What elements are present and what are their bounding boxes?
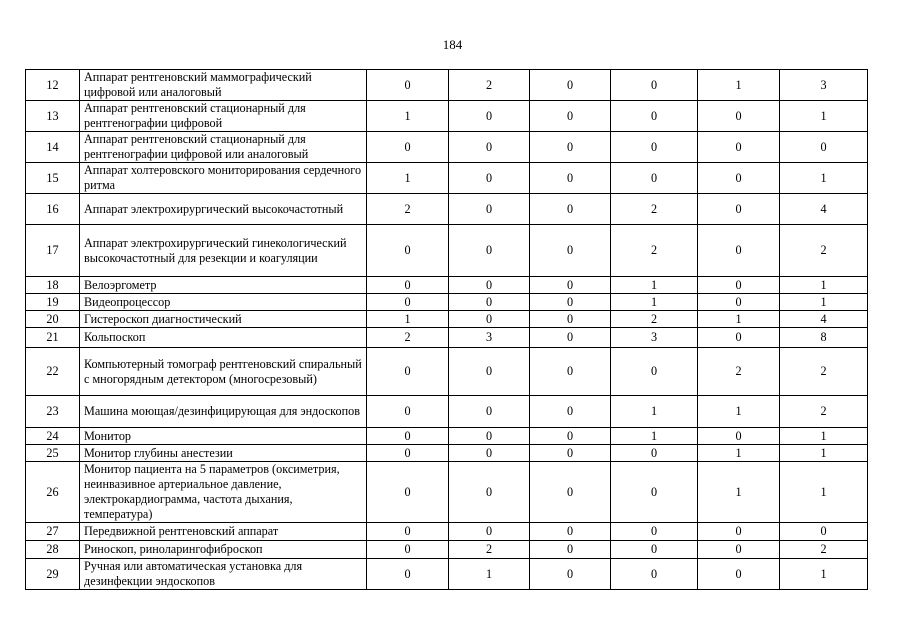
equipment-name: Риноскоп, риноларингофиброскоп [80,541,367,559]
value-cell: 2 [611,194,698,225]
equipment-name: Монитор пациента на 5 параметров (оксиметрия, неинвазивное артериальное давление, электрокардиограмма, частота дыхания, температура) [80,462,367,523]
value-cell: 0 [698,294,780,311]
total-cell: 2 [780,225,868,277]
value-cell: 1 [698,70,780,101]
table-row [26,163,868,194]
value-cell: 0 [367,541,449,559]
total-cell: 1 [780,163,868,194]
table-row [26,277,868,294]
value-cell: 0 [611,541,698,559]
total-cell: 4 [780,311,868,328]
row-number: 24 [26,428,80,445]
row-number: 12 [26,70,80,101]
total-cell: 2 [780,396,868,428]
value-cell: 0 [367,523,449,541]
table-row [26,445,868,462]
value-cell: 0 [367,559,449,590]
row-number: 14 [26,132,80,163]
value-cell: 0 [449,194,530,225]
value-cell: 1 [611,396,698,428]
value-cell: 0 [698,132,780,163]
value-cell: 0 [698,523,780,541]
value-cell: 0 [698,277,780,294]
row-number: 19 [26,294,80,311]
value-cell: 0 [449,277,530,294]
value-cell: 2 [698,348,780,396]
table-row [26,348,868,396]
value-cell: 0 [611,70,698,101]
value-cell: 0 [530,559,611,590]
equipment-name: Видеопроцессор [80,294,367,311]
value-cell: 1 [367,311,449,328]
value-cell: 0 [530,225,611,277]
equipment-name: Гистероскоп диагностический [80,311,367,328]
value-cell: 0 [449,311,530,328]
total-cell: 8 [780,328,868,348]
value-cell: 2 [367,194,449,225]
equipment-name: Аппарат холтеровского мониторирования сердечного ритма [80,163,367,194]
row-number: 25 [26,445,80,462]
total-cell: 1 [780,101,868,132]
value-cell: 0 [530,541,611,559]
value-cell: 2 [611,225,698,277]
equipment-name: Монитор [80,428,367,445]
value-cell: 0 [449,523,530,541]
value-cell: 0 [611,101,698,132]
value-cell: 1 [367,101,449,132]
table-row [26,101,868,132]
table-row [26,523,868,541]
table-row [26,328,868,348]
equipment-name: Кольпоскоп [80,328,367,348]
row-number: 28 [26,541,80,559]
value-cell: 0 [530,194,611,225]
value-cell: 0 [449,348,530,396]
value-cell: 0 [449,428,530,445]
value-cell: 1 [698,396,780,428]
table-row [26,541,868,559]
row-number: 27 [26,523,80,541]
total-cell: 4 [780,194,868,225]
equipment-table [25,69,868,590]
value-cell: 0 [449,163,530,194]
row-number: 26 [26,462,80,523]
value-cell: 0 [530,523,611,541]
value-cell: 0 [698,163,780,194]
value-cell: 0 [530,277,611,294]
value-cell: 0 [611,132,698,163]
value-cell: 1 [698,445,780,462]
value-cell: 0 [611,462,698,523]
row-number: 18 [26,277,80,294]
value-cell: 0 [611,348,698,396]
value-cell: 0 [367,132,449,163]
value-cell: 0 [611,559,698,590]
value-cell: 0 [530,445,611,462]
value-cell: 0 [530,294,611,311]
value-cell: 0 [449,396,530,428]
value-cell: 0 [530,348,611,396]
equipment-name: Монитор глубины анестезии [80,445,367,462]
row-number: 16 [26,194,80,225]
table-row [26,70,868,101]
row-number: 29 [26,559,80,590]
value-cell: 1 [611,277,698,294]
value-cell: 0 [530,163,611,194]
total-cell: 3 [780,70,868,101]
equipment-name: Аппарат электрохирургический гинекологический высокочастотный для резекции и коагуляции [80,225,367,277]
value-cell: 0 [367,462,449,523]
total-cell: 1 [780,428,868,445]
value-cell: 0 [698,559,780,590]
value-cell: 0 [449,445,530,462]
value-cell: 1 [611,428,698,445]
table-row [26,294,868,311]
row-number: 22 [26,348,80,396]
equipment-name: Аппарат рентгеновский стационарный для рентгенографии цифровой или аналоговый [80,132,367,163]
row-number: 13 [26,101,80,132]
value-cell: 0 [530,70,611,101]
table-row [26,559,868,590]
total-cell: 1 [780,277,868,294]
value-cell: 0 [367,445,449,462]
value-cell: 0 [530,462,611,523]
value-cell: 0 [449,225,530,277]
total-cell: 1 [780,294,868,311]
value-cell: 0 [367,428,449,445]
equipment-name: Машина моющая/дезинфицирующая для эндоскопов [80,396,367,428]
value-cell: 0 [449,294,530,311]
total-cell: 2 [780,348,868,396]
value-cell: 0 [367,396,449,428]
table-row [26,194,868,225]
total-cell: 1 [780,445,868,462]
value-cell: 0 [698,101,780,132]
equipment-name: Аппарат рентгеновский маммографический цифровой или аналоговый [80,70,367,101]
value-cell: 0 [367,277,449,294]
value-cell: 3 [611,328,698,348]
equipment-name: Передвижной рентгеновский аппарат [80,523,367,541]
total-cell: 0 [780,132,868,163]
total-cell: 1 [780,462,868,523]
value-cell: 1 [698,462,780,523]
value-cell: 0 [530,428,611,445]
value-cell: 0 [611,445,698,462]
equipment-name: Аппарат электрохирургический высокочастотный [80,194,367,225]
value-cell: 1 [449,559,530,590]
value-cell: 0 [367,348,449,396]
total-cell: 1 [780,559,868,590]
table-row [26,311,868,328]
value-cell: 0 [530,328,611,348]
equipment-name: Компьютерный томограф рентгеновский спиральный с многорядным детектором (многосрезовый) [80,348,367,396]
value-cell: 0 [449,132,530,163]
table-row [26,396,868,428]
page-number: 184 [442,37,463,52]
table-row [26,225,868,277]
value-cell: 0 [530,311,611,328]
table-row [26,428,868,445]
equipment-table-body [26,70,868,590]
value-cell: 0 [611,163,698,194]
total-cell: 2 [780,541,868,559]
value-cell: 1 [698,311,780,328]
value-cell: 2 [611,311,698,328]
total-cell: 0 [780,523,868,541]
value-cell: 0 [449,462,530,523]
equipment-name: Велоэргометр [80,277,367,294]
value-cell: 0 [530,132,611,163]
value-cell: 2 [449,70,530,101]
row-number: 15 [26,163,80,194]
value-cell: 0 [698,194,780,225]
value-cell: 0 [698,428,780,445]
row-number: 20 [26,311,80,328]
value-cell: 3 [449,328,530,348]
value-cell: 0 [530,396,611,428]
value-cell: 0 [530,101,611,132]
value-cell: 0 [698,328,780,348]
row-number: 23 [26,396,80,428]
row-number: 21 [26,328,80,348]
equipment-name: Ручная или автоматическая установка для дезинфекции эндоскопов [80,559,367,590]
value-cell: 0 [367,294,449,311]
value-cell: 0 [698,541,780,559]
value-cell: 0 [611,523,698,541]
value-cell: 2 [449,541,530,559]
table-row [26,462,868,523]
value-cell: 1 [611,294,698,311]
value-cell: 2 [367,328,449,348]
value-cell: 1 [367,163,449,194]
row-number: 17 [26,225,80,277]
table-row [26,132,868,163]
value-cell: 0 [698,225,780,277]
value-cell: 0 [449,101,530,132]
value-cell: 0 [367,70,449,101]
value-cell: 0 [367,225,449,277]
equipment-name: Аппарат рентгеновский стационарный для рентгенографии цифровой [80,101,367,132]
